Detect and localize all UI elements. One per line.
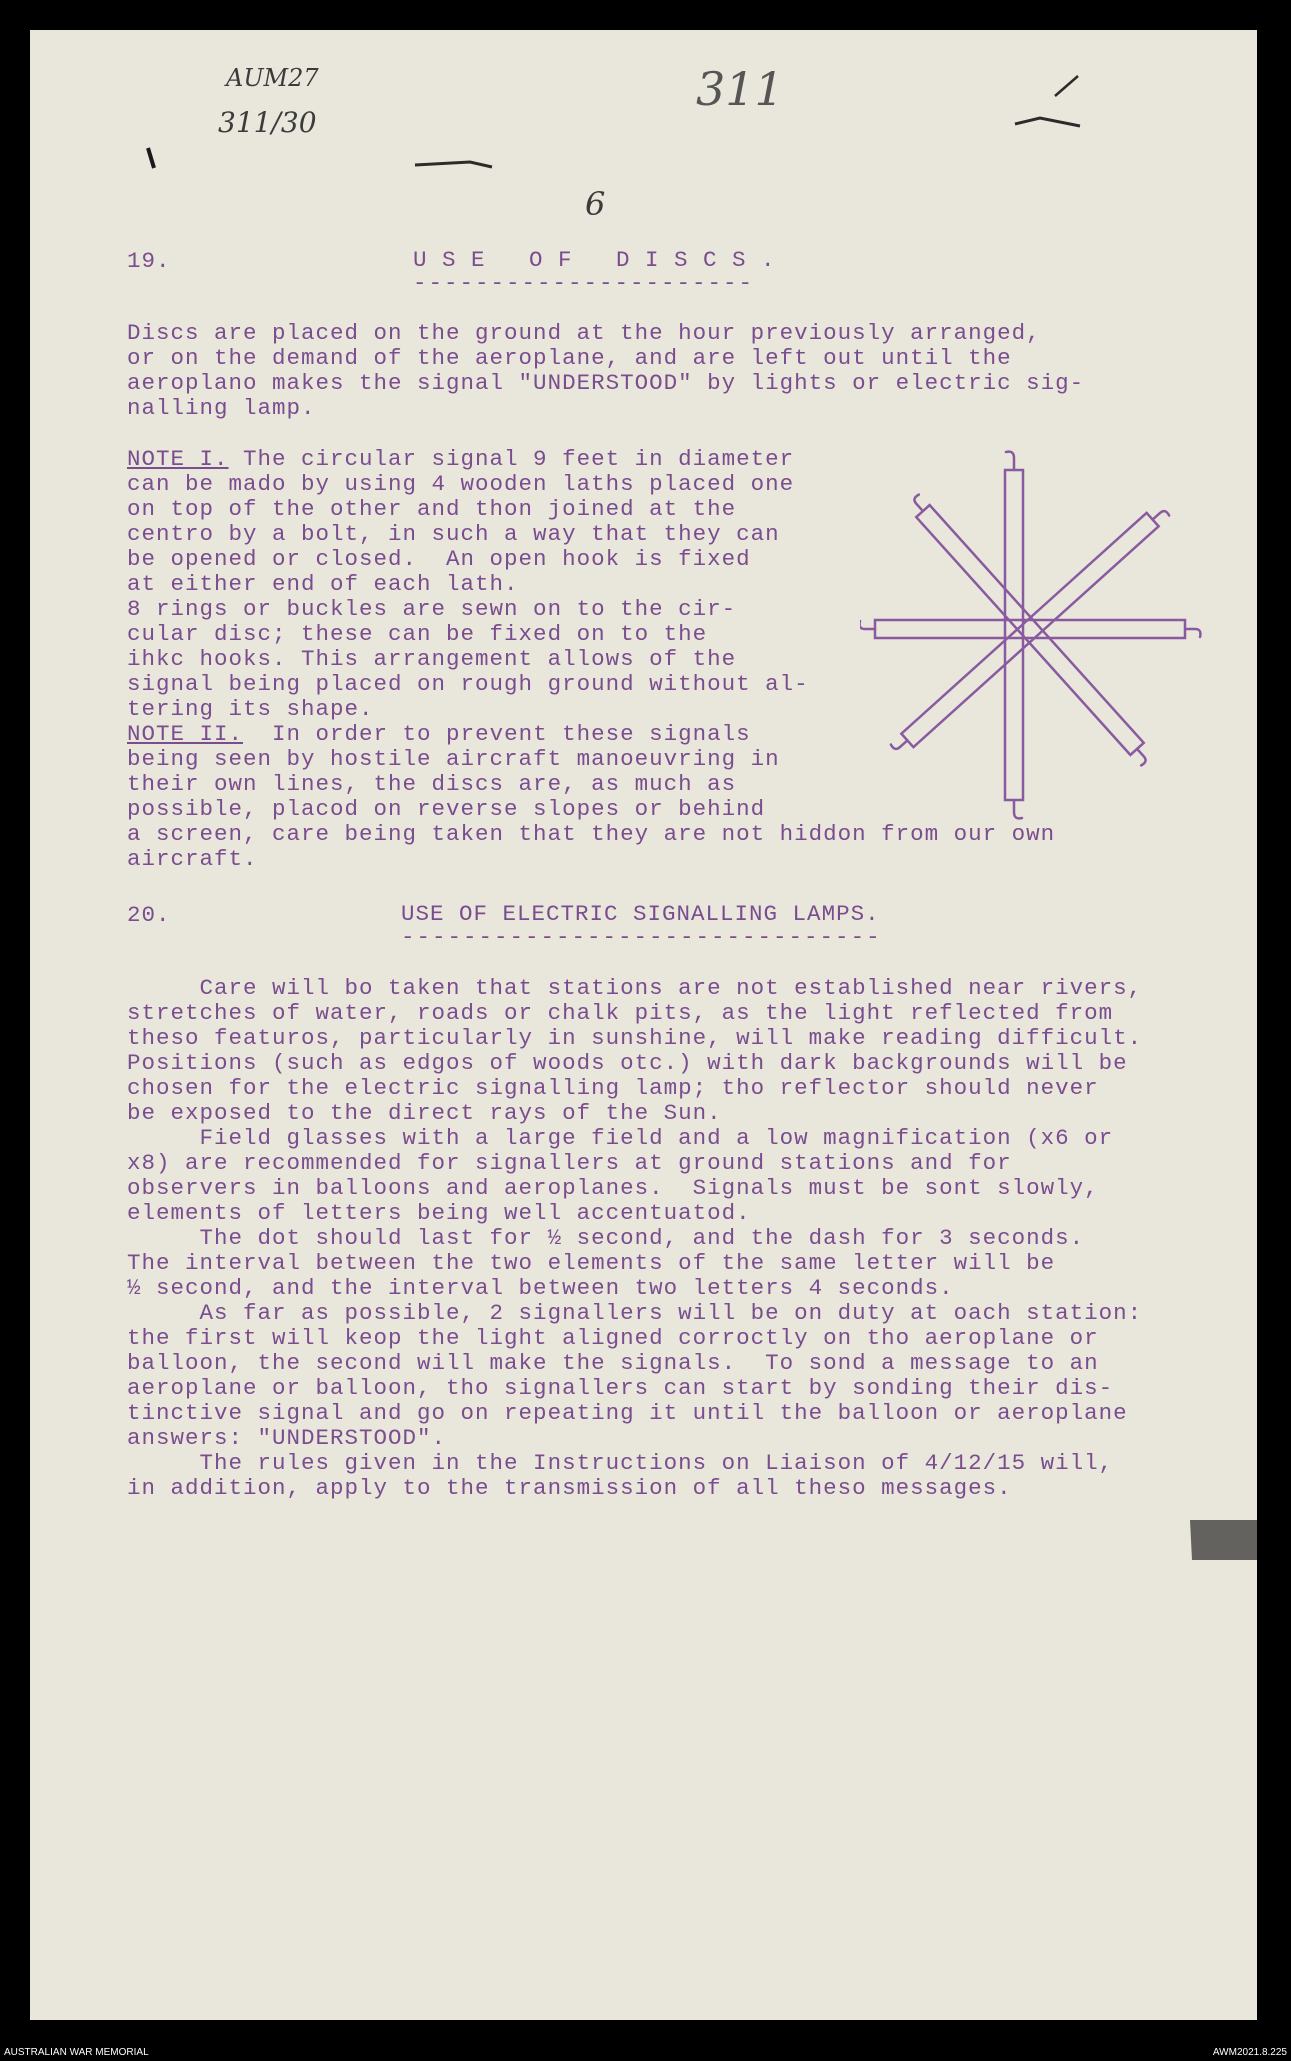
section-20-line: observers in balloons and aeroplanes. Signals must be sont slowly, <box>127 1175 1099 1201</box>
section-19-para-line-3: aeroplano makes the signal "UNDERSTOOD" by lights or electric sig- <box>127 370 1085 396</box>
section-20-title-underline: ------------------------------- <box>401 924 882 950</box>
note-1-line: on top of the other and thon joined at the <box>127 496 737 522</box>
section-20-line: theso featuros, particularly in sunshine, will make reading difficult. <box>127 1025 1143 1051</box>
note-1-first-line <box>127 448 794 471</box>
lath-horizontal <box>860 620 1200 638</box>
note-1-line: signal being placed on rough ground without al- <box>127 671 809 697</box>
note-2-label: NOTE II. <box>127 721 244 747</box>
section-20-line: be exposed to the direct rays of the Sun. <box>127 1100 722 1126</box>
footer-accession-number: AWM2021.8.225 <box>1212 2047 1287 2058</box>
note-2-line: a screen, care being taken that they are not hiddon from our own <box>127 821 1056 847</box>
section-20-line: balloon, the second will make the signals. To sond a message to an <box>127 1350 1099 1376</box>
section-19-title-underline: ---------------------- <box>413 270 755 296</box>
section-20-line: Positions (such as edgos of woods otc.) with dark backgrounds will be <box>127 1050 1128 1076</box>
note-1-line: at either end of each lath. <box>127 571 519 597</box>
section-20-line: answers: "UNDERSTOOD". <box>127 1425 447 1451</box>
section-20-line: chosen for the electric signalling lamp; tho reflector should never <box>127 1075 1099 1101</box>
note-1-line: cular disc; these can be fixed on to the <box>127 621 708 647</box>
note-2-line: their own lines, the discs are, as much as <box>127 771 737 797</box>
note-2-line: possible, placod on reverse slopes or behind <box>127 796 766 822</box>
section-19-para-line-4: nalling lamp. <box>127 395 316 421</box>
section-20-line: ½ second, and the interval between two letters 4 seconds. <box>127 1275 954 1301</box>
section-20-line: the first will keop the light aligned corroctly on tho aeroplane or <box>127 1325 1099 1351</box>
section-20-number: 20. <box>127 902 171 928</box>
note-1-line: ihkc hooks. This arrangement allows of the <box>127 646 737 672</box>
section-19-number: 19. <box>127 248 171 274</box>
note-1-label: NOTE I. <box>127 446 229 472</box>
handwritten-folio-number: 311 <box>696 62 784 116</box>
lath-vertical <box>1005 452 1023 819</box>
section-20-line: Care will bo taken that stations are not established near rivers, <box>127 975 1143 1001</box>
note-2-line: aircraft. <box>127 846 258 872</box>
section-20-line: Field glasses with a large field and a low magnification (x6 or <box>127 1125 1114 1151</box>
section-20-line: stretches of water, roads or chalk pits, as the light reflected from <box>127 1000 1114 1026</box>
note-1-line: tering its shape. <box>127 696 374 722</box>
section-20-line: The rules given in the Instructions on Liaison of 4/12/15 will, <box>127 1450 1114 1476</box>
footer-institution: AUSTRALIAN WAR MEMORIAL <box>4 2047 149 2058</box>
section-19-para-line-2: or on the demand of the aeroplane, and are left out until the <box>127 345 1012 371</box>
lath-diagonal-falling <box>906 494 1154 767</box>
handwritten-ref-number: 311/30 <box>218 106 317 139</box>
handwritten-page-number: 6 <box>585 185 606 223</box>
note-2-line: being seen by hostile aircraft manoeuvring in <box>127 746 780 772</box>
handwritten-ref-code: AUM27 <box>226 64 319 92</box>
section-20-line: The dot should last for ½ second, and the dash for 3 seconds. <box>127 1225 1085 1251</box>
section-20-line: aeroplane or balloon, tho signallers can start by sonding their dis- <box>127 1375 1114 1401</box>
note-1-line: be opened or closed. An open hook is fixed <box>127 546 751 572</box>
section-20-title: USE OF ELECTRIC SIGNALLING LAMPS. <box>401 901 880 927</box>
disc-laths-diagram <box>860 440 1220 840</box>
section-20-line: in addition, apply to the transmission of all theso messages. <box>127 1475 1012 1501</box>
section-20-line: elements of letters being well accentuatod. <box>127 1200 751 1226</box>
note-1-line: 8 rings or buckles are sewn on to the cir- <box>127 596 737 622</box>
section-20-line: x8) are recommended for signallers at ground stations and for <box>127 1150 1012 1176</box>
note-2-first-line <box>127 723 751 746</box>
section-20-line: The interval between the two elements of the same letter will be <box>127 1250 1056 1276</box>
note-1-text: The circular signal 9 feet in diameter <box>228 446 795 472</box>
note-1-line: centro by a bolt, in such a way that they can <box>127 521 780 547</box>
section-20-line: tinctive signal and go on repeating it until the balloon or aeroplane <box>127 1400 1128 1426</box>
section-19-title: U S E O F D I S C S . <box>413 247 776 273</box>
note-1-line: can be mado by using 4 wooden laths placed one <box>127 471 795 497</box>
note-2-text: In order to prevent these signals <box>243 721 751 747</box>
lath-diagonal-rising <box>890 503 1170 758</box>
section-20-line: As far as possible, 2 signallers will be on duty at oach station: <box>127 1300 1143 1326</box>
section-19-para-line-1: Discs are placed on the ground at the hour previously arranged, <box>127 320 1041 346</box>
